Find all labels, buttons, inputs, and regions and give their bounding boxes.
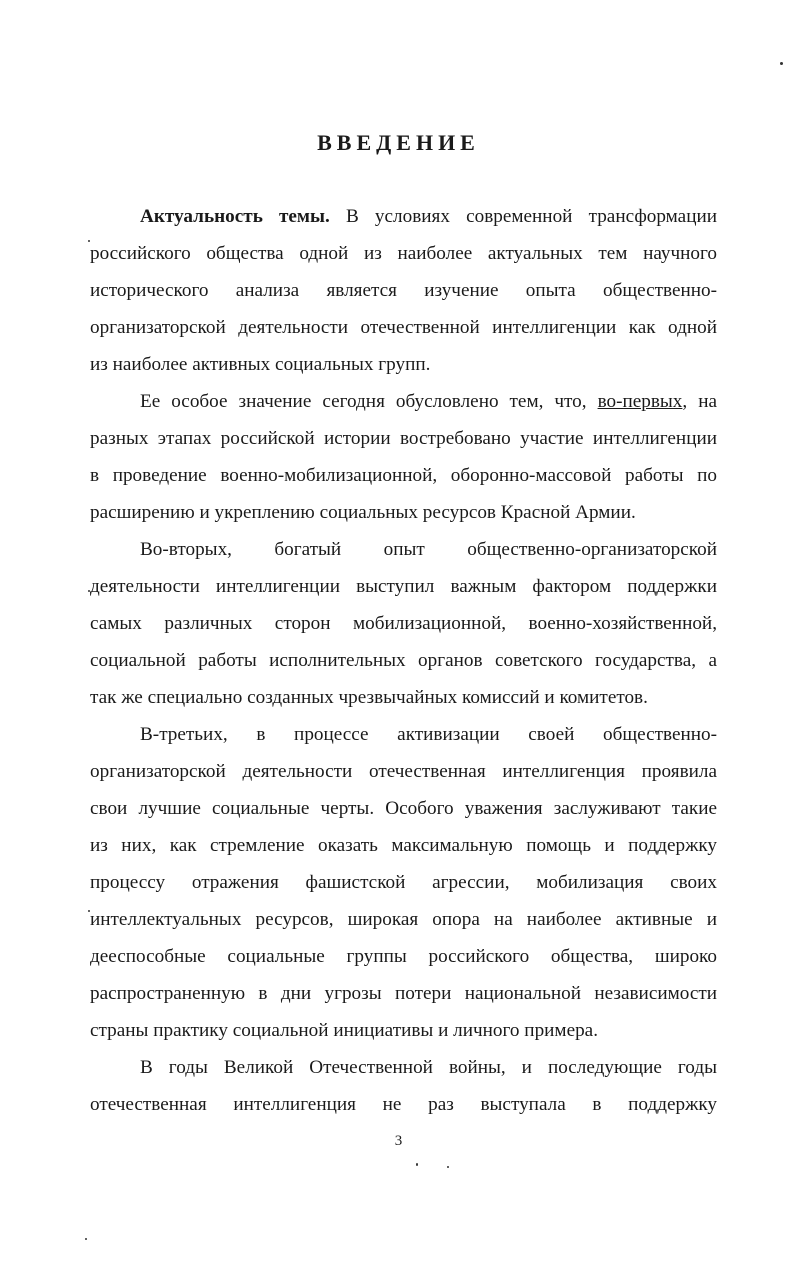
text-line: дееспособные социальные группы российского общества, широко [90,946,717,967]
text-span: В условиях современной трансформации [329,206,718,227]
text-line: российского общества одной из наиболее актуальных тем научного [90,243,717,264]
text-line: интеллектуальных ресурсов, широкая опора на наиболее активные и [90,909,717,930]
bold-lead: Актуальность темы. [140,206,330,227]
text-line: В-третьих, в процессе активизации своей общественно- [140,724,717,745]
text-line [90,198,717,235]
text-line: из них, как стремление оказать максимальную помощь и поддержку [90,835,717,856]
text-line: Во-вторых, богатый опыт общественно-организаторской [140,539,717,560]
text-line: социальной работы исполнительных органов советского государства, а [90,650,717,671]
page-title: ВВЕДЕНИЕ [317,130,480,155]
text-line: из наиболее активных социальных групп. [90,354,431,375]
text-line [90,383,717,420]
text-line: расширению и укреплению социальных ресурсов Красной Армии. [90,502,636,523]
text-line: исторического анализа является изучение опыта общественно- [90,280,717,301]
text-line: разных этапах российской истории востребовано участие интеллигенции [90,428,717,449]
text-line: В годы Великой Отечественной войны, и последующие годы [140,1057,717,1078]
scan-speck [416,1163,418,1166]
text-span: Ее особое значение сегодня обусловлено тем, что, [140,391,598,412]
text-line: так же специально созданных чрезвычайных комиссий и комитетов. [90,687,648,708]
page-number: 3 [394,1133,403,1149]
scan-speck [88,240,90,242]
text-line: распространенную в дни угрозы потери национальной независимости [90,983,717,1004]
scan-speck [780,62,783,65]
text-line: свои лучшие социальные черты. Особого уважения заслуживают такие [90,798,717,819]
text-line: организаторской деятельности отечественная интеллигенция проявила [90,761,717,782]
text-line: организаторской деятельности отечественной интеллигенции как одной [90,317,717,338]
text-line: деятельности интеллигенции выступил важным фактором поддержки [90,576,717,597]
scan-speck [88,910,90,912]
scan-speck [447,1166,449,1168]
text-line: страны практику социальной инициативы и личного примера. [90,1020,598,1041]
text-line: отечественная интеллигенция не раз выступала в поддержку [90,1094,717,1115]
text-span: , на [682,391,717,412]
underlined-word: во-первых [597,391,683,412]
text-line: самых различных сторон мобилизационной, военно-хозяйственной, [90,613,717,634]
scan-speck [85,1238,87,1240]
scan-speck [88,590,90,592]
text-line: процессу отражения фашистской агрессии, мобилизация своих [90,872,717,893]
body-text [90,198,717,1123]
text-line: в проведение военно-мобилизационной, оборонно-массовой работы по [90,465,717,486]
